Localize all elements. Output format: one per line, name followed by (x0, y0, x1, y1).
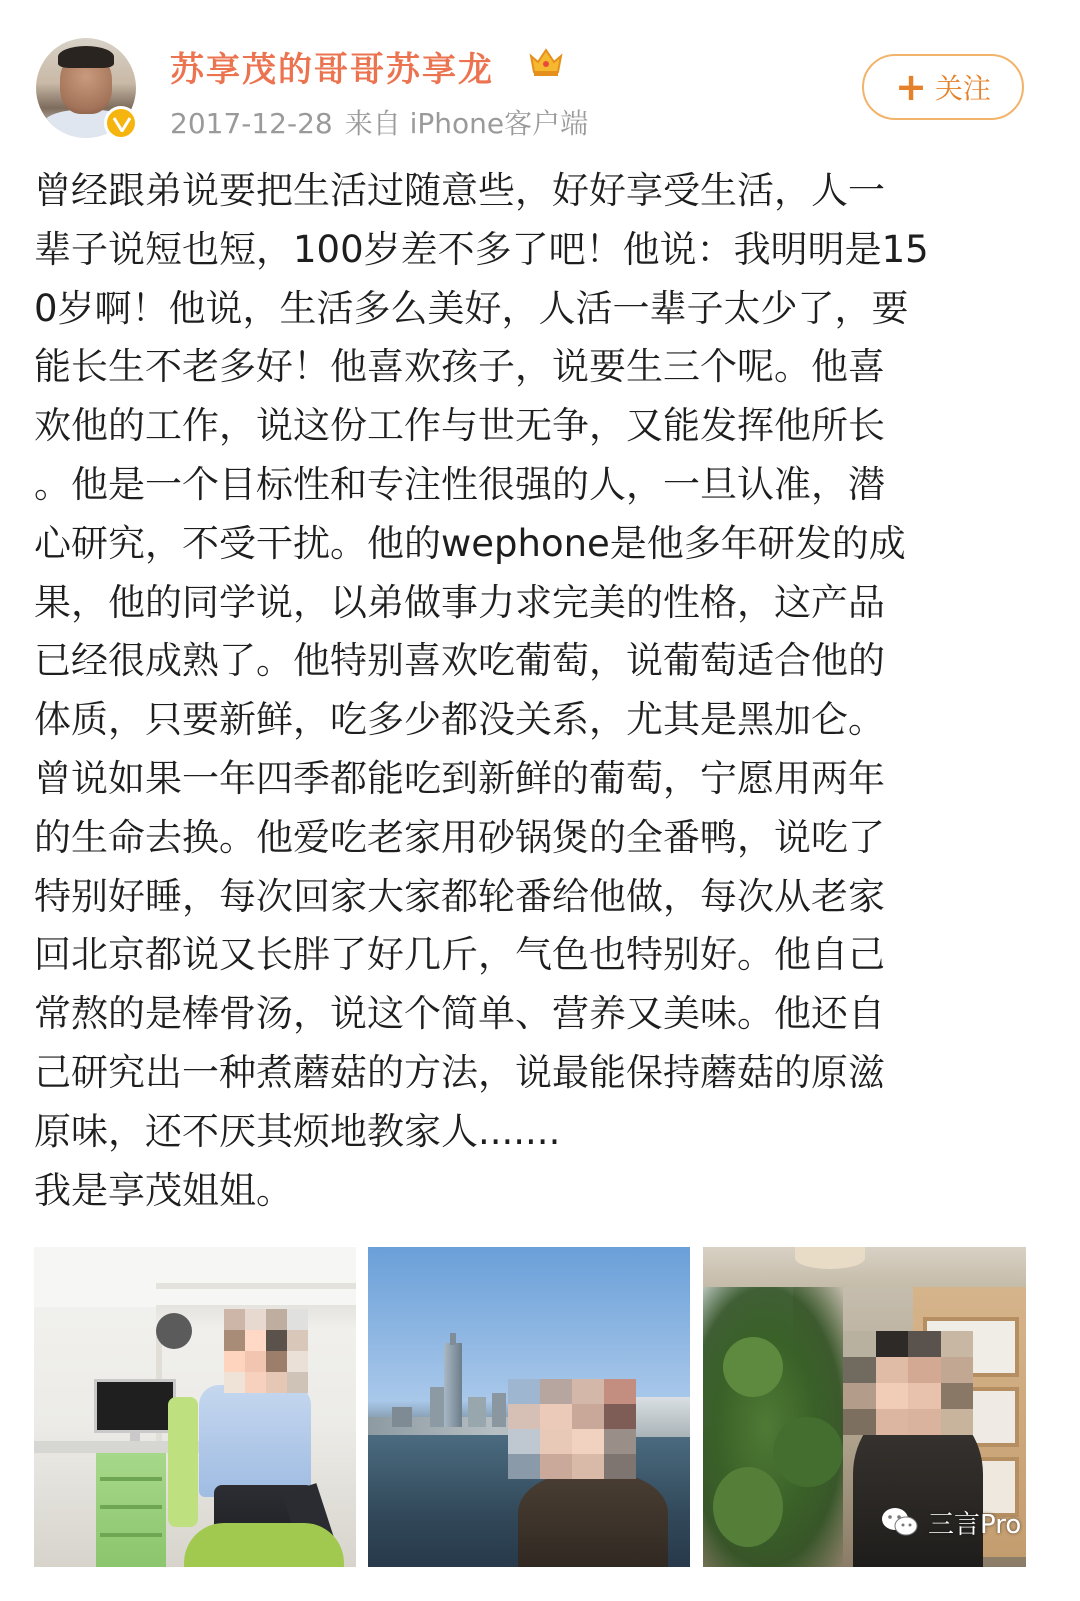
post-source[interactable]: 来自 iPhone客户端 (344, 107, 589, 140)
photo-thumbnail-waterfront[interactable] (368, 1247, 690, 1567)
post-text-line: 0岁啊！他说，生活多么美好，人活一辈子太少了，要 (34, 286, 909, 330)
post-text-line: 已经很成熟了。他特别喜欢吃葡萄，说葡萄适合他的 (34, 639, 885, 683)
photo-grid (34, 1247, 1026, 1567)
post-text-line: 原味，还不厌其烦地教家人....... (34, 1109, 561, 1153)
verified-badge-icon (104, 106, 138, 140)
crown-icon (528, 46, 564, 78)
post-text-line: 果，他的同学说，以弟做事力求完美的性格，这产品 (34, 580, 885, 624)
post-text-line: 的生命去换。他爱吃老家用砂锅煲的全番鸭，说吃了 (34, 815, 885, 859)
post-text-line: 曾经跟弟说要把生活过随意些，好好享受生活，人一 (34, 169, 885, 212)
user-name[interactable]: 苏享茂的哥哥苏享龙 (170, 50, 494, 90)
post-text-line: 能长生不老多好！他喜欢孩子，说要生三个呢。他喜 (34, 345, 885, 389)
post-header (0, 0, 1080, 160)
follow-button[interactable] (862, 54, 1024, 120)
post-meta (170, 102, 588, 142)
photo-thumbnail-office[interactable] (34, 1247, 356, 1567)
post-text-line: 特别好睡，每次回家大家都轮番给他做，每次从老家 (34, 874, 885, 918)
face-mosaic (224, 1309, 308, 1393)
post-text-line: 辈子说短也短，100岁差不多了吧！他说：我明明是15 (34, 227, 929, 271)
post-text-line: 己研究出一种煮蘑菇的方法，说最能保持蘑菇的原滋 (34, 1050, 885, 1094)
post-date: 2017-12-28 (170, 107, 333, 140)
post-text-line: 曾说如果一年四季都能吃到新鲜的葡萄，宁愿用两年 (34, 756, 885, 800)
face-mosaic (843, 1331, 973, 1435)
post-text-line: 我是享茂姐姐。 (34, 1168, 293, 1212)
post-body (34, 162, 1044, 1220)
wechat-icon (880, 1506, 920, 1538)
post-text-line: 体质，只要新鲜，吃多少都没关系，尤其是黑加仑。 (34, 698, 885, 742)
avatar[interactable] (36, 38, 138, 140)
post-text-line: 。他是一个目标性和专注性很强的人，一旦认准，潜 (34, 462, 885, 506)
post-text-line: 心研究，不受干扰。他的wephone是他多年研发的成 (34, 521, 906, 565)
post-text-line: 欢他的工作，说这份工作与世无争，又能发挥他所长 (34, 404, 885, 448)
post-text-line: 常熬的是棒骨汤，说这个简单、营养又美味。他还自 (34, 992, 885, 1036)
watermark (880, 1502, 1021, 1542)
face-mosaic (508, 1379, 636, 1479)
follow-label: 关注 (934, 72, 991, 105)
post-text-line: 回北京都说又长胖了好几斤，气色也特别好。他自己 (34, 933, 885, 977)
plus-icon: + (895, 65, 927, 109)
watermark-text: 三言Pro (928, 1509, 1022, 1540)
